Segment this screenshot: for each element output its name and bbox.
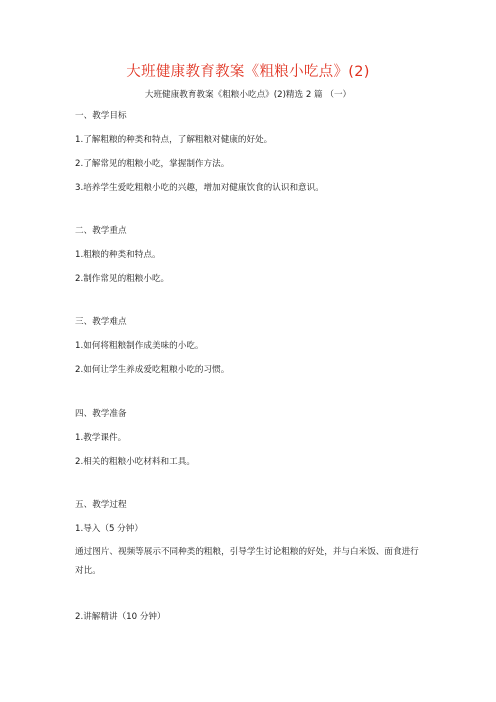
section-heading-difficulties: 三、教学难点: [75, 317, 127, 327]
document-subtitle: 大班健康教育教案《粗粮小吃点》(2)精选 2 篇 （一）: [144, 90, 352, 100]
list-item: 1.如何将粗粮制作成美味的小吃。: [75, 341, 204, 351]
document-title: 大班健康教育教案《粗粮小吃点》(2): [126, 64, 370, 80]
section-heading-process: 五、教学过程: [75, 500, 127, 510]
list-item: 2.相关的粗粮小吃材料和工具。: [75, 457, 195, 467]
section-heading-preparation: 四、教学准备: [75, 409, 127, 419]
section-heading-key-points: 二、教学重点: [75, 226, 127, 236]
list-item: 2.制作常见的粗粮小吃。: [75, 274, 170, 284]
list-item: 2.了解常见的粗粮小吃，掌握制作方法。: [75, 159, 230, 169]
list-item: 2.如何让学生养成爱吃粗粮小吃的习惯。: [75, 365, 230, 375]
step-paragraph: 通过图片、视频等展示不同种类的粗粮，引导学生讨论粗粮的好处，并与白米饭、面食进行对比。: [75, 547, 419, 576]
list-item: 1.粗粮的种类和特点。: [75, 250, 161, 260]
list-item: 1.教学课件。: [75, 433, 127, 443]
list-item: 3.培养学生爱吃粗粮小吃的兴趣，增加对健康饮食的认识和意识。: [75, 183, 324, 193]
section-heading-objectives: 一、教学目标: [75, 111, 127, 121]
list-item: 1.了解粗粮的种类和特点，了解粗粮对健康的好处。: [75, 135, 273, 145]
step-heading: 2.讲解精讲（10 分钟）: [75, 612, 166, 622]
step-heading: 1.导入（5 分钟）: [75, 524, 143, 534]
